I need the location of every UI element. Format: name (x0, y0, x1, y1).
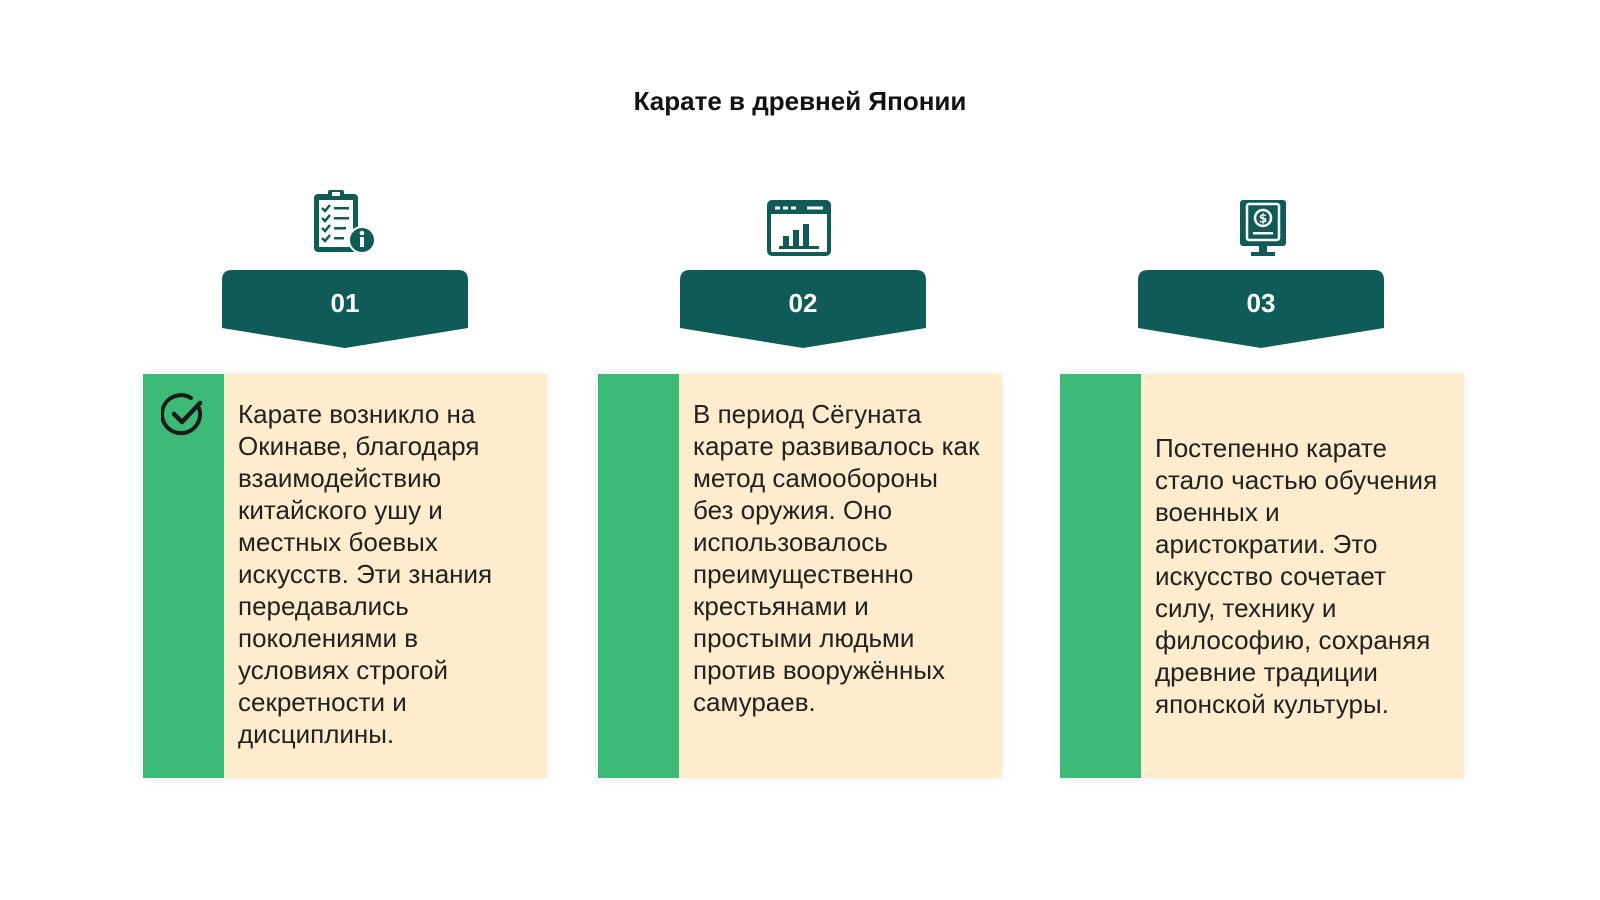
clipboard-checklist-info-icon (312, 188, 378, 261)
page-title: Карате в древней Японии (633, 86, 967, 116)
step-text: В период Сёгуната карате развивалось как метод самообороны без оружия. Оно использовалось преимущественно крестьянами и простыми людьми против вооружённых самураев. (679, 374, 1002, 778)
step-number-banner-01 (222, 270, 468, 348)
step-number: 01 (330, 288, 360, 318)
step-number: 03 (1246, 288, 1276, 318)
step-card-02 (598, 374, 1002, 778)
card-accent-bar (1060, 374, 1141, 778)
step-number: 02 (788, 288, 818, 318)
step-text-container (1141, 374, 1464, 778)
monitor-dollar-icon (1238, 198, 1288, 263)
card-accent-bar (598, 374, 679, 778)
card-accent-bar (143, 374, 224, 778)
browser-bar-chart-icon (767, 200, 831, 261)
step-number-banner-03 (1138, 270, 1384, 348)
step-number-banner-02 (680, 270, 926, 348)
check-circle-icon (161, 392, 207, 443)
step-card-01 (143, 374, 547, 778)
step-card-03 (1060, 374, 1464, 778)
step-text: Карате возникло на Окинаве, благодаря взаимодействию китайского ушу и местных боевых искусств. Эти знания передавались поколениями в условиях строгой секретности и дисциплины. (224, 374, 547, 778)
step-text: Постепенно карате стало частью обучения военных и аристократии. Это искусство сочетает силу, технику и философию, сохраняя древние традиции японской культуры. (1155, 433, 1438, 719)
svg-text:$: $ (1258, 211, 1268, 226)
